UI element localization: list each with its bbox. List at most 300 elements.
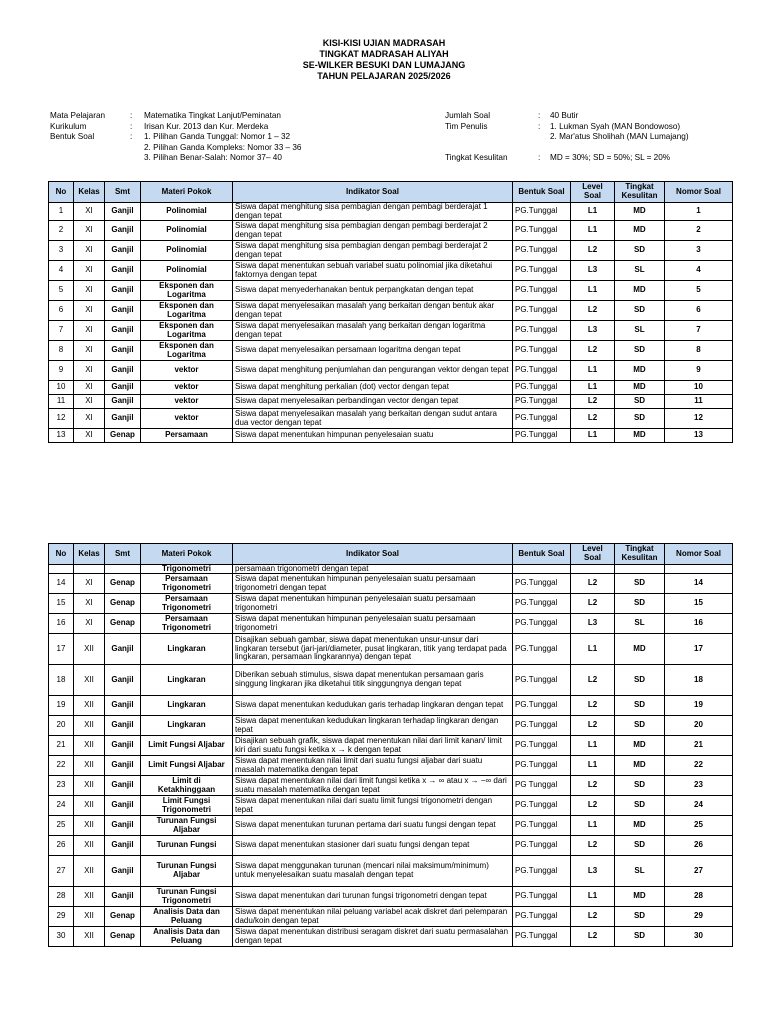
cell-bentuk: PG.Tunggal	[513, 341, 571, 361]
cell-kelas: XI	[74, 361, 105, 381]
cell-level: L2	[571, 907, 615, 927]
header-no: No	[49, 182, 74, 203]
mapel-value: Matematika Tingkat Lanjut/Peminatan	[144, 111, 281, 120]
cell-nomor: 8	[665, 341, 733, 361]
table-row	[49, 409, 733, 429]
cell-no: 24	[49, 796, 74, 816]
cell-nomor: 7	[665, 321, 733, 341]
cell-bentuk: PG.Tunggal	[513, 634, 571, 665]
cell-kelas: XI	[74, 261, 105, 281]
cell-bentuk: PG.Tunggal	[513, 816, 571, 836]
cell-bentuk: PG.Tunggal	[513, 409, 571, 429]
table-header-row	[49, 544, 733, 565]
cell-tingkat: SL	[615, 321, 665, 341]
cell-indikator: Siswa dapat menghitung sisa pembagian dengan pembagi berderajat 1 dengan tepat	[233, 203, 513, 221]
cell-indikator: Siswa dapat menentukan nilai dari limit fungsi ketika x → ∞ atau x → −∞ dari suatu masalah matematika dengan tepat	[233, 776, 513, 796]
cell-no: 22	[49, 756, 74, 776]
cell-no: 8	[49, 341, 74, 361]
cell-indikator: Siswa dapat menentukan nilai peluang variabel acak diskret dari pelemparan dadu/koin dengan tepat	[233, 907, 513, 927]
cell-no: 15	[49, 594, 74, 614]
jumlah-label: Jumlah Soal	[445, 111, 491, 120]
cell-no: 18	[49, 665, 74, 696]
cell-smt: Ganjil	[105, 281, 141, 301]
cell-materi: Polinomial	[141, 203, 233, 221]
penulis-colon: :	[538, 121, 541, 131]
cell-nomor: 27	[665, 856, 733, 887]
cell-materi: Lingkaran	[141, 665, 233, 696]
cell-no: 7	[49, 321, 74, 341]
table-row	[49, 927, 733, 947]
cell-nomor: 17	[665, 634, 733, 665]
cell-tingkat: SD	[615, 716, 665, 736]
cell-smt: Ganjil	[105, 776, 141, 796]
cell-kelas: XI	[74, 321, 105, 341]
penulis-item-1: 1. Lukman Syah (MAN Bondowoso)	[550, 121, 681, 131]
cell-level: L3	[571, 321, 615, 341]
table-row	[49, 429, 733, 443]
cell-level: L2	[571, 341, 615, 361]
cell-materi: Limit di Ketakhinggaan	[141, 776, 233, 796]
cell-kelas: XII	[74, 907, 105, 927]
table-row	[49, 696, 733, 716]
cell-smt: Genap	[105, 594, 141, 614]
cell-indikator: Siswa dapat menyelesaikan persamaan logaritma dengan tepat	[233, 341, 513, 361]
tingkat-label: Tingkat Kesulitan	[445, 153, 508, 162]
cell-indikator: Disajikan sebuah grafik, siswa dapat menentukan nilai dari limit kanan/ limit kiri dari suatu fungsi ketika x → k dengan tepat	[233, 736, 513, 756]
cell-kelas: XI	[74, 395, 105, 409]
cell-no: 16	[49, 614, 74, 634]
cell-bentuk: PG.Tunggal	[513, 594, 571, 614]
cell-indikator: Siswa dapat menggunakan turunan (mencari nilai maksimum/minimum) untuk menyelesaikan suatu masalah dengan tepat	[233, 856, 513, 887]
cell-smt: Ganjil	[105, 381, 141, 395]
cell-indikator: persamaan trigonometri dengan tepat	[233, 565, 513, 574]
cell-kelas: XI	[74, 574, 105, 594]
bentuk-colon: :	[130, 132, 133, 141]
cell-tingkat: MD	[615, 361, 665, 381]
cell-smt: Ganjil	[105, 756, 141, 776]
cell-materi: Lingkaran	[141, 634, 233, 665]
cell-smt	[105, 565, 141, 574]
cell-bentuk: PG.Tunggal	[513, 301, 571, 321]
cell-level: L3	[571, 614, 615, 634]
cell-no: 1	[49, 203, 74, 221]
cell-level: L2	[571, 395, 615, 409]
cell-smt: Ganjil	[105, 409, 141, 429]
cell-bentuk: PG.Tunggal	[513, 665, 571, 696]
cell-bentuk: PG.Tunggal	[513, 907, 571, 927]
cell-no: 29	[49, 907, 74, 927]
cell-tingkat: SL	[615, 856, 665, 887]
cell-smt: Ganjil	[105, 856, 141, 887]
cell-level: L2	[571, 665, 615, 696]
cell-tingkat	[615, 565, 665, 574]
mapel-colon: :	[130, 111, 133, 120]
cell-indikator: Siswa dapat menentukan nilai limit dari suatu fungsi aljabar dari suatu masalah matematika dengan tepat	[233, 756, 513, 776]
table-row	[49, 395, 733, 409]
cell-materi: Turunan Fungsi	[141, 836, 233, 856]
cell-materi: Polinomial	[141, 241, 233, 261]
cell-level: L2	[571, 696, 615, 716]
cell-indikator: Siswa dapat menyelesaikan perbandingan vector dengan tepat	[233, 395, 513, 409]
cell-nomor: 26	[665, 836, 733, 856]
cell-nomor: 19	[665, 696, 733, 716]
cell-smt: Genap	[105, 429, 141, 443]
cell-materi: Persamaan Trigonometri	[141, 614, 233, 634]
cell-kelas: XI	[74, 429, 105, 443]
cell-bentuk: PG.Tunggal	[513, 321, 571, 341]
bentuk-label: Bentuk Soal	[50, 132, 95, 141]
cell-kelas: XI	[74, 614, 105, 634]
cell-materi: Polinomial	[141, 221, 233, 241]
cell-nomor: 14	[665, 574, 733, 594]
cell-materi: vektor	[141, 409, 233, 429]
cell-no: 30	[49, 927, 74, 947]
cell-smt: Genap	[105, 927, 141, 947]
cell-smt: Genap	[105, 907, 141, 927]
cell-level	[571, 565, 615, 574]
cell-tingkat: MD	[615, 281, 665, 301]
table-row	[49, 361, 733, 381]
cell-no: 3	[49, 241, 74, 261]
cell-indikator: Siswa dapat menentukan dari turunan fungsi trigonometri dengan tepat	[233, 887, 513, 907]
cell-level: L2	[571, 594, 615, 614]
cell-level: L1	[571, 221, 615, 241]
cell-smt: Ganjil	[105, 395, 141, 409]
cell-kelas: XII	[74, 736, 105, 756]
cell-indikator: Siswa dapat menghitung sisa pembagian dengan pembagi berderajat 2 dengan tepat	[233, 221, 513, 241]
cell-nomor: 15	[665, 594, 733, 614]
cell-tingkat: SD	[615, 836, 665, 856]
kurikulum-label: Kurikulum	[50, 121, 87, 131]
cell-kelas: XII	[74, 796, 105, 816]
cell-no: 14	[49, 574, 74, 594]
cell-no	[49, 565, 74, 574]
cell-materi: Limit Fungsi Aljabar	[141, 736, 233, 756]
cell-nomor: 12	[665, 409, 733, 429]
cell-bentuk	[513, 565, 571, 574]
cell-bentuk: PG.Tunggal	[513, 796, 571, 816]
cell-nomor: 11	[665, 395, 733, 409]
header-smt: Smt	[105, 182, 141, 203]
cell-level: L1	[571, 816, 615, 836]
cell-materi: vektor	[141, 395, 233, 409]
table-row	[49, 261, 733, 281]
cell-level: L1	[571, 634, 615, 665]
cell-kelas	[74, 565, 105, 574]
cell-indikator: Diberikan sebuah stimulus, siswa dapat menentukan persamaan garis singgung lingkaran jika diketahui titik singgungnya dengan tepat	[233, 665, 513, 696]
cell-tingkat: SD	[615, 409, 665, 429]
cell-tingkat: SD	[615, 907, 665, 927]
header-nomor: Nomor Soal	[665, 182, 733, 203]
cell-nomor: 20	[665, 716, 733, 736]
bentuk-item-2: 2. Pilihan Ganda Kompleks: Nomor 33 – 36	[144, 142, 302, 152]
header-nomor: Nomor Soal	[665, 544, 733, 565]
cell-nomor: 5	[665, 281, 733, 301]
table-row	[49, 796, 733, 816]
cell-bentuk: PG.Tunggal	[513, 696, 571, 716]
cell-bentuk: PG.Tunggal	[513, 756, 571, 776]
cell-tingkat: MD	[615, 887, 665, 907]
table-row	[49, 756, 733, 776]
kurikulum-colon: :	[130, 121, 133, 131]
cell-bentuk: PG.Tunggal	[513, 614, 571, 634]
cell-nomor	[665, 565, 733, 574]
cell-bentuk: PG.Tunggal	[513, 856, 571, 887]
cell-tingkat: SD	[615, 776, 665, 796]
cell-nomor: 1	[665, 203, 733, 221]
bentuk-item-1: 1. Pilihan Ganda Tunggal: Nomor 1 – 32	[144, 132, 291, 141]
cell-nomor: 30	[665, 927, 733, 947]
cell-kelas: XII	[74, 634, 105, 665]
cell-bentuk: PG.Tunggal	[513, 203, 571, 221]
cell-kelas: XII	[74, 887, 105, 907]
table-row	[49, 887, 733, 907]
cell-indikator: Siswa dapat menentukan distribusi seragam diskret dari suatu permasalahan dengan tepat	[233, 927, 513, 947]
cell-no: 12	[49, 409, 74, 429]
cell-materi: Lingkaran	[141, 716, 233, 736]
cell-smt: Ganjil	[105, 816, 141, 836]
cell-level: L1	[571, 203, 615, 221]
cell-materi: Turunan Fungsi Aljabar	[141, 856, 233, 887]
cell-no: 9	[49, 361, 74, 381]
cell-kelas: XI	[74, 594, 105, 614]
cell-materi: Polinomial	[141, 261, 233, 281]
header-materi: Materi Pokok	[141, 182, 233, 203]
cell-tingkat: SD	[615, 341, 665, 361]
cell-no: 20	[49, 716, 74, 736]
cell-no: 23	[49, 776, 74, 796]
cell-tingkat: SD	[615, 301, 665, 321]
cell-materi: Limit Fungsi Aljabar	[141, 756, 233, 776]
jumlah-value: 40 Butir	[550, 111, 579, 120]
cell-smt: Ganjil	[105, 796, 141, 816]
table-row	[49, 574, 733, 594]
cell-smt: Ganjil	[105, 341, 141, 361]
cell-level: L2	[571, 574, 615, 594]
cell-kelas: XI	[74, 409, 105, 429]
cell-indikator: Siswa dapat menentukan himpunan penyelesaian suatu persamaan trigonometri dengan tepat	[233, 574, 513, 594]
cell-nomor: 13	[665, 429, 733, 443]
cell-nomor: 16	[665, 614, 733, 634]
table-row	[49, 665, 733, 696]
cell-indikator: Siswa dapat menentukan nilai dari suatu limit fungsi trigonometri dengan tepat	[233, 796, 513, 816]
cell-kelas: XI	[74, 203, 105, 221]
cell-bentuk: PG Tunggal	[513, 776, 571, 796]
table-row	[49, 614, 733, 634]
cell-level: L2	[571, 796, 615, 816]
cell-kelas: XII	[74, 665, 105, 696]
cell-nomor: 21	[665, 736, 733, 756]
cell-materi: Eksponen dan Logaritma	[141, 301, 233, 321]
cell-kelas: XI	[74, 381, 105, 395]
cell-indikator: Siswa dapat menghitung penjumlahan dan pengurangan vektor dengan tepat	[233, 361, 513, 381]
cell-smt: Ganjil	[105, 634, 141, 665]
cell-bentuk: PG.Tunggal	[513, 221, 571, 241]
cell-no: 28	[49, 887, 74, 907]
cell-nomor: 25	[665, 816, 733, 836]
cell-smt: Ganjil	[105, 696, 141, 716]
cell-indikator: Siswa dapat menyederhanakan bentuk perpangkatan dengan tepat	[233, 281, 513, 301]
cell-level: L1	[571, 381, 615, 395]
cell-bentuk: PG.Tunggal	[513, 395, 571, 409]
cell-bentuk: PG.Tunggal	[513, 736, 571, 756]
cell-bentuk: PG.Tunggal	[513, 381, 571, 395]
table-row	[49, 321, 733, 341]
cell-materi: Persamaan Trigonometri	[141, 594, 233, 614]
cell-materi: Turunan Fungsi Aljabar	[141, 816, 233, 836]
table-row	[49, 281, 733, 301]
cell-bentuk: PG.Tunggal	[513, 574, 571, 594]
header-indikator: Indikator Soal	[233, 544, 513, 565]
cell-smt: Genap	[105, 574, 141, 594]
cell-no: 4	[49, 261, 74, 281]
cell-level: L1	[571, 361, 615, 381]
table-row-carryover	[49, 565, 733, 574]
table-1-body	[49, 203, 733, 443]
cell-no: 11	[49, 395, 74, 409]
cell-bentuk: PG.Tunggal	[513, 887, 571, 907]
cell-bentuk: PG.Tunggal	[513, 361, 571, 381]
cell-materi: Persamaan	[141, 429, 233, 443]
cell-smt: Genap	[105, 614, 141, 634]
cell-smt: Ganjil	[105, 361, 141, 381]
cell-bentuk: PG.Tunggal	[513, 836, 571, 856]
cell-kelas: XI	[74, 341, 105, 361]
cell-tingkat: SL	[615, 261, 665, 281]
tingkat-value: MD = 30%; SD = 50%; SL = 20%	[550, 153, 671, 162]
cell-materi: Eksponen dan Logaritma	[141, 281, 233, 301]
table-row	[49, 341, 733, 361]
table-row	[49, 816, 733, 836]
table-row	[49, 221, 733, 241]
mapel-label: Mata Pelajaran	[50, 111, 106, 120]
cell-kelas: XI	[74, 221, 105, 241]
kisi-table-2	[48, 543, 733, 947]
cell-nomor: 28	[665, 887, 733, 907]
cell-bentuk: PG.Tunggal	[513, 281, 571, 301]
title-line-4: TAHUN PELAJARAN 2025/2026	[317, 71, 451, 81]
table-row	[49, 856, 733, 887]
cell-no: 13	[49, 429, 74, 443]
cell-no: 17	[49, 634, 74, 665]
header-bentuk: Bentuk Soal	[513, 544, 571, 565]
cell-tingkat: SD	[615, 241, 665, 261]
cell-materi: Eksponen dan Logaritma	[141, 321, 233, 341]
cell-indikator: Siswa dapat menentukan himpunan penyelesaian suatu persamaan trigonometri	[233, 594, 513, 614]
cell-level: L2	[571, 301, 615, 321]
cell-tingkat: MD	[615, 429, 665, 443]
cell-kelas: XI	[74, 281, 105, 301]
cell-no: 26	[49, 836, 74, 856]
cell-level: L2	[571, 927, 615, 947]
header-tingkat: Tingkat Kesulitan	[615, 544, 665, 565]
cell-indikator: Siswa dapat menentukan himpunan penyelesaian suatu	[233, 429, 513, 443]
jumlah-colon: :	[538, 111, 541, 120]
cell-indikator: Siswa dapat menentukan himpunan penyelesaian suatu persamaan trigonometri	[233, 614, 513, 634]
cell-kelas: XII	[74, 696, 105, 716]
cell-materi: Lingkaran	[141, 696, 233, 716]
cell-kelas: XI	[74, 241, 105, 261]
table-row	[49, 301, 733, 321]
tingkat-colon: :	[538, 153, 541, 162]
header-bentuk: Bentuk Soal	[513, 182, 571, 203]
cell-tingkat: SL	[615, 614, 665, 634]
cell-kelas: XI	[74, 301, 105, 321]
cell-indikator: Siswa dapat menghitung sisa pembagian dengan pembagi berderajat 2 dengan tepat	[233, 241, 513, 261]
cell-no: 2	[49, 221, 74, 241]
cell-nomor: 29	[665, 907, 733, 927]
table-row	[49, 241, 733, 261]
cell-tingkat: MD	[615, 756, 665, 776]
cell-materi: Limit Fungsi Trigonometri	[141, 796, 233, 816]
cell-bentuk: PG.Tunggal	[513, 261, 571, 281]
cell-bentuk: PG.Tunggal	[513, 429, 571, 443]
table-header-row	[49, 182, 733, 203]
cell-smt: Ganjil	[105, 301, 141, 321]
cell-level: L2	[571, 241, 615, 261]
cell-kelas: XII	[74, 927, 105, 947]
cell-tingkat: SD	[615, 696, 665, 716]
cell-level: L1	[571, 756, 615, 776]
cell-indikator: Siswa dapat menentukan stasioner dari suatu fungsi dengan tepat	[233, 836, 513, 856]
cell-smt: Ganjil	[105, 836, 141, 856]
cell-no: 27	[49, 856, 74, 887]
cell-materi: Analisis Data dan Peluang	[141, 907, 233, 927]
cell-nomor: 3	[665, 241, 733, 261]
cell-indikator: Siswa dapat menentukan kedudukan lingkaran terhadap lingkaran dengan tepat	[233, 716, 513, 736]
cell-tingkat: SD	[615, 665, 665, 696]
cell-level: L2	[571, 836, 615, 856]
cell-bentuk: PG.Tunggal	[513, 716, 571, 736]
cell-tingkat: MD	[615, 221, 665, 241]
cell-no: 5	[49, 281, 74, 301]
header-kelas: Kelas	[74, 182, 105, 203]
header-level: Level Soal	[571, 182, 615, 203]
meta-right	[445, 111, 735, 164]
cell-indikator: Siswa dapat menyelesaikan masalah yang berkaitan dengan logaritma dengan tepat	[233, 321, 513, 341]
cell-kelas: XII	[74, 856, 105, 887]
cell-smt: Ganjil	[105, 716, 141, 736]
cell-indikator: Siswa dapat menentukan kedudukan garis terhadap lingkaran dengan tepat	[233, 696, 513, 716]
bentuk-item-3: 3. Pilihan Benar-Salah: Nomor 37– 40	[144, 153, 282, 162]
table-row	[49, 736, 733, 756]
cell-smt: Ganjil	[105, 665, 141, 696]
cell-nomor: 10	[665, 381, 733, 395]
document-title	[0, 38, 768, 82]
header-indikator: Indikator Soal	[233, 182, 513, 203]
cell-smt: Ganjil	[105, 221, 141, 241]
cell-materi: Turunan Fungsi Trigonometri	[141, 887, 233, 907]
cell-materi: Persamaan Trigonometri	[141, 574, 233, 594]
cell-indikator: Disajikan sebuah gambar, siswa dapat menentukan unsur-unsur dari lingkaran tersebut (jari-jari/diameter, pusat lingkaran, titik yang terdapat pada lingkaran, persamaan lingkarannya) dengan tepat	[233, 634, 513, 665]
cell-nomor: 24	[665, 796, 733, 816]
cell-no: 19	[49, 696, 74, 716]
cell-tingkat: MD	[615, 381, 665, 395]
cell-nomor: 23	[665, 776, 733, 796]
cell-no: 10	[49, 381, 74, 395]
table-row	[49, 381, 733, 395]
table-row	[49, 836, 733, 856]
cell-indikator: Siswa dapat menentukan sebuah variabel suatu polinomial jika diketahui faktornya dengan tepat	[233, 261, 513, 281]
cell-tingkat: MD	[615, 816, 665, 836]
cell-tingkat: MD	[615, 736, 665, 756]
cell-kelas: XII	[74, 816, 105, 836]
header-smt: Smt	[105, 544, 141, 565]
table-row	[49, 907, 733, 927]
table-2-body	[49, 565, 733, 947]
cell-tingkat: SD	[615, 574, 665, 594]
header-no: No	[49, 544, 74, 565]
